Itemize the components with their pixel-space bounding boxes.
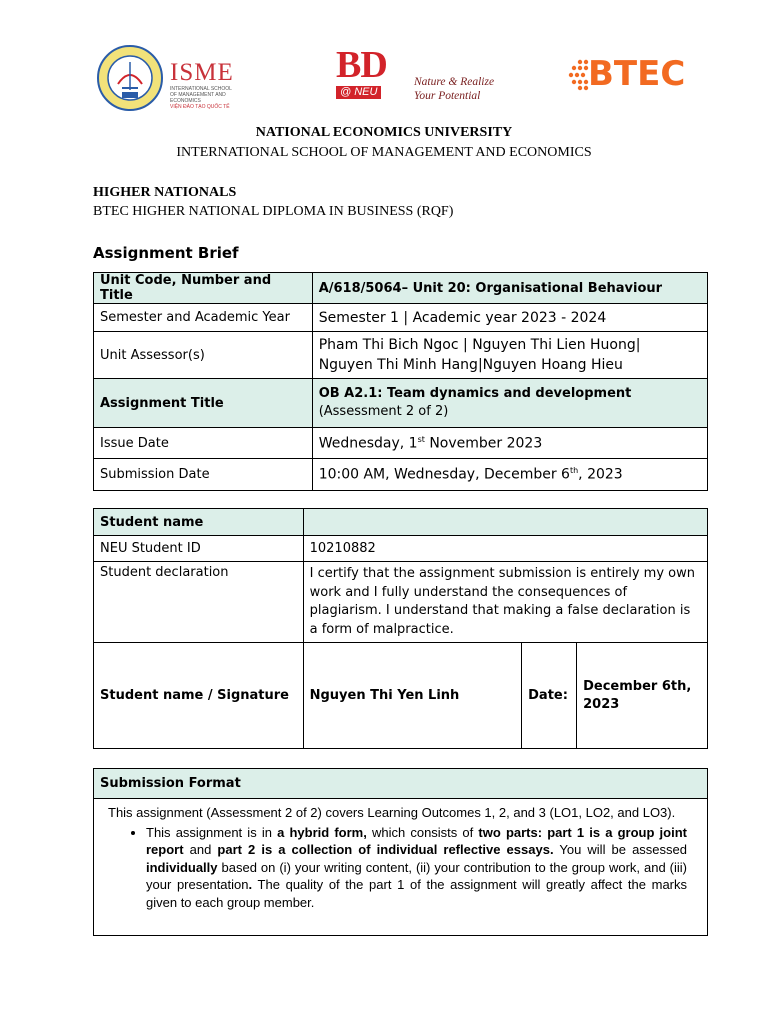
semester-label: Semester and Academic Year (94, 304, 313, 332)
student-name-value[interactable] (303, 509, 707, 536)
neu-seal-logo (96, 44, 164, 112)
submission-format-intro: This assignment (Assessment 2 of 2) covers Learning Outcomes 1, 2, and 3 (LO1, LO2, and LO3). (108, 805, 676, 820)
logo-bar: ISME INTERNATIONAL SCHOOL OF MANAGEMENT AND ECONOMICS VIỆN ĐÀO TẠO QUỐC TẾ BD @ NEU Nature & Realize Your Potential BTEC (0, 40, 768, 110)
assessor-value: Pham Thi Bich Ngoc | Nguyen Thi Lien Huong| Nguyen Thi Minh Hang|Nguyen Hoang Hieu (312, 332, 707, 379)
table-row (94, 509, 708, 536)
student-id-value: 10210882 (303, 536, 707, 562)
submission-format-title: Submission Format (94, 769, 708, 799)
date-value: December 6th, 2023 (577, 643, 708, 749)
table-row (94, 769, 708, 799)
semester-value: Semester 1 | Academic year 2023 - 2024 (312, 304, 707, 332)
issue-date-label: Issue Date (94, 428, 313, 459)
student-info-table (93, 508, 708, 749)
programme-title: HIGHER NATIONALS (93, 185, 237, 200)
table-row (94, 459, 708, 491)
submission-format-table (93, 768, 708, 936)
student-id-label: NEU Student ID (94, 536, 304, 562)
signature-value: Nguyen Thi Yen Linh (303, 643, 522, 749)
signature-label: Student name / Signature (94, 643, 304, 749)
table-row (94, 332, 708, 379)
table-row (94, 428, 708, 459)
submission-format-list (108, 824, 687, 912)
submission-date-value: 10:00 AM, Wednesday, December 6th, 2023 (312, 459, 707, 491)
isme-logo: ISME INTERNATIONAL SCHOOL OF MANAGEMENT AND ECONOMICS VIỆN ĐÀO TẠO QUỐC TẾ (170, 59, 234, 110)
unit-code-value: A/618/5064– Unit 20: Organisational Behaviour (312, 273, 707, 304)
list-item: • This assignment is in a hybrid form, which consists of two parts: part 1 is a group joint report and part 2 is a collection of individual reflective essays. You will be assessed individually based on (i) your writing content, (ii) your contribution to the group work, and (iii) your presentation. The quality of the part 1 of the assignment will greatly affect the marks given to each group member. (146, 824, 687, 912)
table-row (94, 562, 708, 643)
bd-tagline: Nature & Realize Your Potential (414, 76, 495, 102)
declaration-label: Student declaration (94, 562, 304, 643)
unit-code-label: Unit Code, Number and Title (94, 273, 313, 304)
assignment-title-value: OB A2.1: Team dynamics and development (Assessment 2 of 2) (312, 379, 707, 428)
assignment-brief-heading: Assignment Brief (93, 244, 239, 262)
assessor-label: Unit Assessor(s) (94, 332, 313, 379)
student-name-label: Student name (94, 509, 304, 536)
bd-neu-logo: BD @ NEU (336, 44, 387, 98)
university-title: NATIONAL ECONOMICS UNIVERSITY (255, 125, 513, 140)
date-label: Date: (522, 643, 577, 749)
table-row (94, 799, 708, 936)
diploma-title: BTEC HIGHER NATIONAL DIPLOMA IN BUSINESS (RQF) (93, 204, 454, 219)
issue-date-value: Wednesday, 1st November 2023 (312, 428, 707, 459)
submission-format-body (94, 799, 708, 936)
assignment-title-label: Assignment Title (94, 379, 313, 428)
declaration-text: I certify that the assignment submission is entirely my own work and I fully understand the consequences of plagiarism. I understand that making a false declaration is a form of malpractice. (303, 562, 707, 643)
table-row (94, 273, 708, 304)
unit-info-table (93, 272, 708, 491)
submission-date-label: Submission Date (94, 459, 313, 491)
table-row (94, 643, 708, 749)
school-title: INTERNATIONAL SCHOOL OF MANAGEMENT AND ECONOMICS (176, 145, 592, 160)
table-row (94, 536, 708, 562)
table-row (94, 379, 708, 428)
table-row (94, 304, 708, 332)
